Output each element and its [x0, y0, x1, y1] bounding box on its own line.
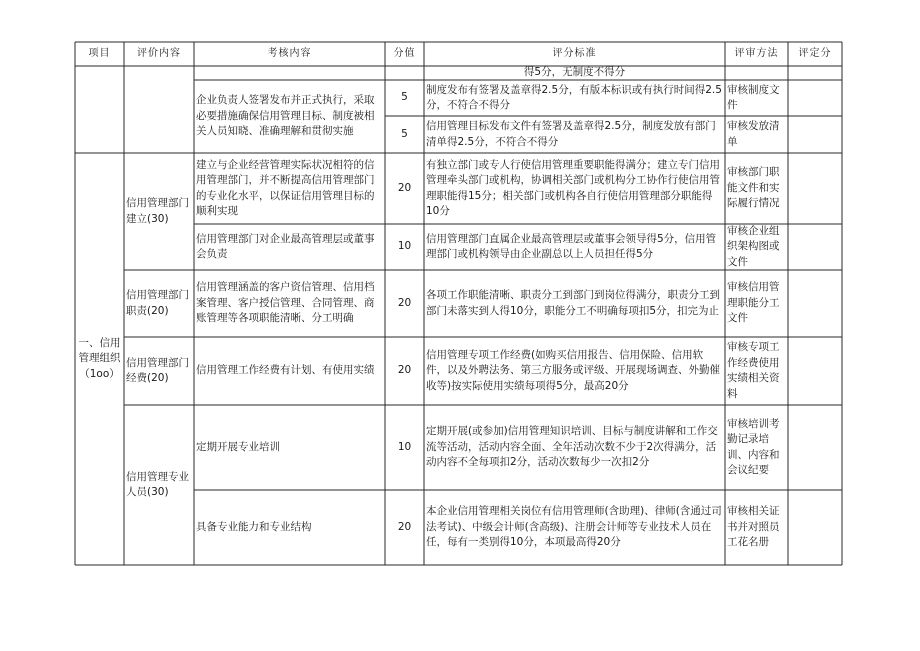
method-cell: 审核专项工作经费使用实绩相关资料: [727, 341, 780, 400]
check-content-cell: 建立与企业经营管理实际状况相符的信用管理部门，并不断提高信用管理部门的专业化水平，以保证信用管理目标的顺利实现: [196, 158, 375, 217]
score-cell: 10: [397, 240, 412, 253]
section-item-label: 一、信用管理组织（1oo）: [78, 336, 121, 380]
method-cell: 审核发放清单: [727, 120, 780, 148]
score-cell: 10: [397, 440, 412, 453]
header-method: 评审方法: [734, 48, 779, 60]
score-cell: 5: [401, 91, 408, 104]
score-cell: 20: [397, 364, 412, 377]
method-cell: 审核企业组织架构图或文件: [727, 224, 780, 268]
criteria-cell: 制度发布有签署及盖章得2.5分，有版本标识或有执行时间得2.5分，不符合不得分: [426, 83, 722, 111]
method-cell: 审核部门职能文件和实际履行情况: [727, 166, 780, 210]
check-content-cell: 信用管理涵盖的客户资信管理、信用档案管理、客户授信管理、合同管理、商账管理等各项职能清晰、分工明确: [196, 281, 375, 325]
score-cell: 20: [397, 296, 412, 309]
score-cell: 5: [401, 127, 408, 140]
eval-content-cell: 信用管理专业人员(30): [126, 470, 189, 498]
header-score: 分值: [393, 48, 416, 60]
criteria-cell: 得5分，无制度不得分: [523, 66, 626, 79]
header-rating: 评定分: [798, 48, 832, 60]
check-content-cell: 信用管理工作经费有计划、有使用实绩: [196, 364, 375, 377]
score-cell: 20: [397, 520, 412, 533]
criteria-cell: 信用管理部门直属企业最高管理层或董事会领导得5分，信用管理部门或机构领导由企业副总以上人员担任得5分: [426, 232, 717, 260]
criteria-cell: 有独立部门或专人行使信用管理重要职能得满分；建立专门信用管理牵头部门或机构，协调相关部门或机构分工协作行使信用管理职能得15分；相关部门或机构各自行使信用管理部分职能得10分: [426, 158, 720, 217]
check-content-cell: 信用管理部门对企业最高管理层或董事会负责: [196, 232, 375, 260]
criteria-cell: 本企业信用管理相关岗位有信用管理师(含助理)、律师(含通过司法考试)、中级会计师(含高级)、注册会计师等专业技术人员在任，每有一类别得10分，本项最高得20分: [426, 505, 722, 549]
method-cell: 审核相关证书并对照员工花名册: [727, 505, 780, 549]
method-cell: 审核培训考勤记录培训、内容和会议纪要: [727, 417, 780, 476]
header-eval-content: 评价内容: [137, 48, 181, 60]
check-content-cell: 定期开展专业培训: [196, 440, 280, 453]
criteria-cell: 各项工作职能清晰、职责分工到部门到岗位得满分，职责分工到部门未落实到人得10分，职能分工不明确每项扣5分，扣完为止: [426, 289, 720, 317]
check-content-cell: 企业负责人签署发布并正式执行，采取必要措施确保信用管理目标、制度被相关人员知晓、准确理解和贯彻实施: [196, 94, 375, 138]
method-cell: 审核制度文件: [727, 83, 780, 111]
header-check-content: 考核内容: [267, 48, 312, 60]
score-cell: 20: [397, 181, 412, 194]
criteria-cell: 信用管理目标发布文件有签署及盖章得2.5分，制度发放有部门清单得2.5分，不符合不得分: [426, 120, 716, 148]
eval-content-cell: 信用管理部门建立(30): [126, 197, 189, 225]
header-criteria: 评分标准: [552, 48, 597, 60]
eval-content-cell: 信用管理部门经费(20): [126, 356, 189, 384]
header-item: 项目: [88, 48, 111, 60]
eval-content-cell: 信用管理部门职责(20): [126, 289, 189, 317]
check-content-cell: 具备专业能力和专业结构: [196, 520, 312, 533]
criteria-cell: 定期开展(或参加)信用管理知识培训、目标与制度讲解和工作交流等活动，活动内容全面、全年活动次数不少于2次得满分，活动内容不全每项扣2分，活动次数每少一次扣2分: [426, 425, 718, 469]
method-cell: 审核信用管理职能分工文件: [727, 281, 780, 325]
criteria-cell: 信用管理专项工作经费(如购买信用报告、信用保险、信用软件，以及外聘法务、第三方服务或评级、开展现场调查、外勤催收等)按实际使用实绩每项得5分，最高20分: [426, 348, 720, 392]
